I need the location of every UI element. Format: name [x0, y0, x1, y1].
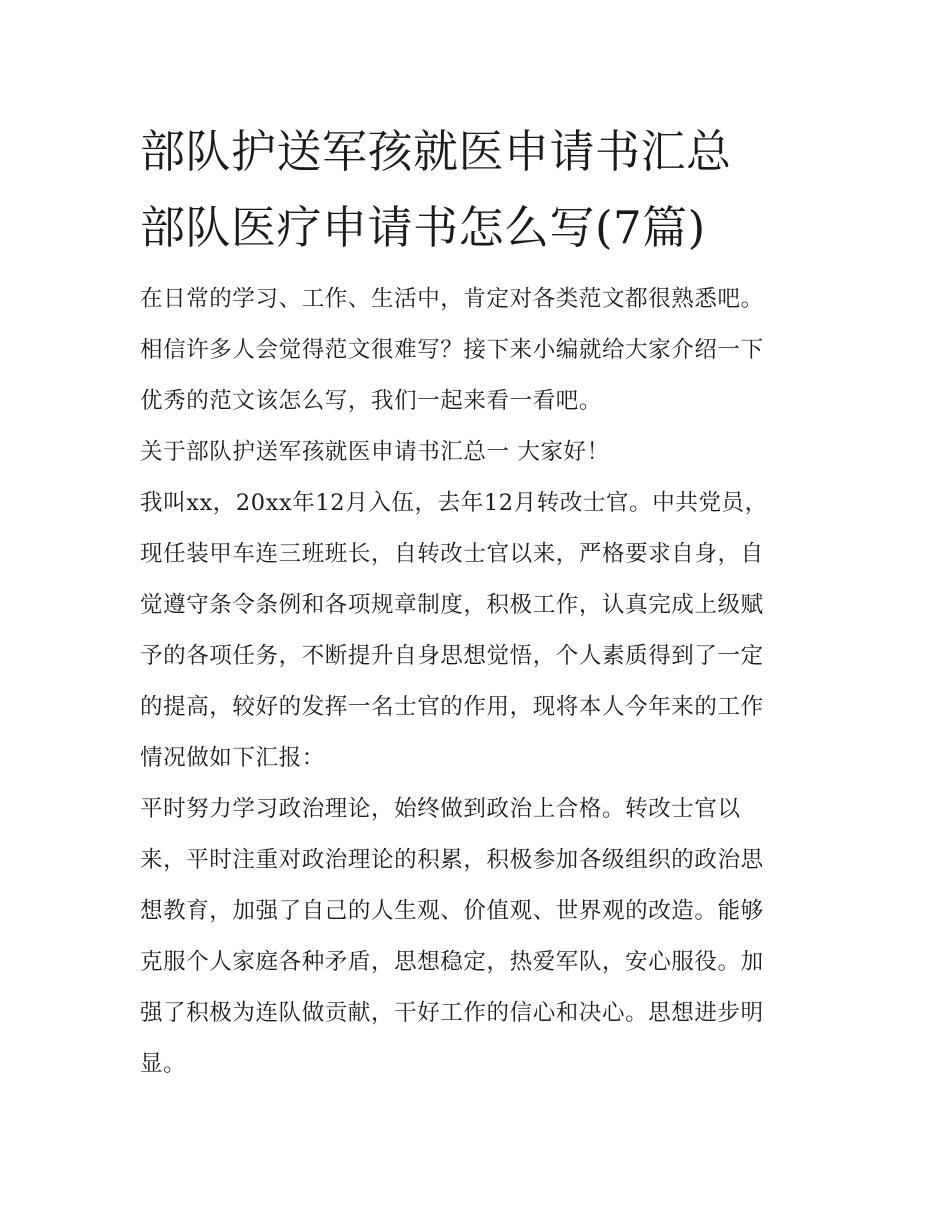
- document-body: [140, 274, 820, 1090]
- text-line: 相信许多人会觉得范文很难写？接下来小编就给大家介绍一下: [140, 337, 764, 363]
- text-line: 在日常的学习、工作、生活中，肯定对各类范文都很熟悉吧。: [140, 286, 764, 312]
- title-line-2: 部队医疗申请书怎么写(7篇): [140, 201, 706, 254]
- text-line: 克服个人家庭各种矛盾，思想稳定，热爱军队，安心服役。加: [140, 949, 764, 975]
- text-line: 强了积极为连队做贡献，干好工作的信心和决心。思想进步明: [140, 1000, 764, 1026]
- text-line: 平时努力学习政治理论，始终做到政治上合格。转改士官以: [140, 796, 741, 822]
- document-title: [140, 114, 820, 266]
- text-line: 现任装甲车连三班班长，自转改士官以来，严格要求自身，自: [140, 541, 764, 567]
- text-line: 情况做如下汇报：: [140, 745, 325, 771]
- text-line: 来，平时注重对政治理论的积累，积极参加各级组织的政治思: [140, 847, 764, 873]
- section-heading-paragraph: [140, 427, 820, 478]
- political-study-paragraph: [140, 784, 820, 1090]
- text-line: 我叫xx，20xx年12月入伍，去年12月转改士官。中共党员，: [140, 490, 768, 516]
- self-introduction-paragraph: [140, 478, 820, 784]
- title-line-1: 部队护送军孩就医申请书汇总: [140, 125, 732, 178]
- text-line: 显。: [140, 1051, 187, 1077]
- intro-paragraph: [140, 274, 820, 427]
- text-line: 优秀的范文该怎么写，我们一起来看一看吧。: [140, 388, 603, 414]
- text-line: 觉遵守条令条例和各项规章制度，积极工作，认真完成上级赋: [140, 592, 764, 618]
- text-line: 关于部队护送军孩就医申请书汇总一 大家好！: [140, 439, 610, 465]
- text-line: 予的各项任务，不断提升自身思想觉悟，个人素质得到了一定: [140, 643, 764, 669]
- text-line: 的提高，较好的发挥一名士官的作用，现将本人今年来的工作: [140, 694, 764, 720]
- text-line: 想教育，加强了自己的人生观、价值观、世界观的改造。能够: [140, 898, 764, 924]
